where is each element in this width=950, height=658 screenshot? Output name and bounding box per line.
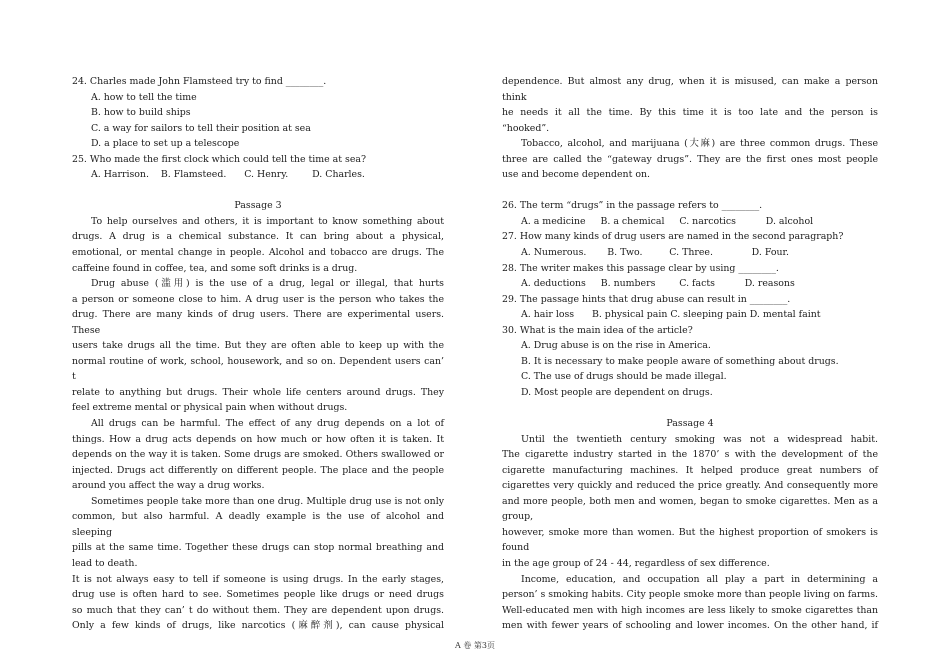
q24-option-d: D. a place to set up a telescope	[91, 138, 240, 150]
p3-line: lead to death.	[72, 557, 138, 569]
p3-line: Sometimes people take more than one drug. Multiple drug use is not only	[91, 495, 444, 507]
p4-line: person’ s smoking habits. City people smoke more than people living on farms.	[502, 589, 878, 601]
p4-line: however, smoke more than women. But the highest proportion of smokers is found	[502, 526, 878, 554]
q27-options: A. Numerous. B. Two. C. Three. D. Four.	[521, 247, 789, 259]
p3-cont-line: he needs it all the time. By this time it is too late and the person is	[502, 107, 878, 119]
question-30: 30. What is the main idea of the article?	[502, 324, 693, 336]
p3-line: All drugs can be harmful. The effect of any drug depends on a lot of	[91, 418, 444, 430]
p3-line: emotional, or mental change in people. Alcohol and tobacco are drugs. The	[72, 247, 444, 259]
q28-options: A. deductions B. numbers C. facts D. reasons	[521, 278, 795, 290]
passage-4-title: Passage 4	[666, 418, 714, 430]
q30-option-a: A. Drug abuse is on the rise in America.	[521, 340, 711, 352]
p3-line: drug use is often hard to see. Sometimes people like drugs or need drugs	[72, 589, 444, 601]
p3-cont-line: three are called the “gateway drugs”. They are the first ones most people	[502, 153, 878, 165]
p4-line: Well-educated men with high incomes are less likely to smoke cigarettes than	[502, 604, 878, 616]
p4-line: Until the twentieth century smoking was not a widespread habit.	[521, 433, 878, 445]
p3-line: common, but also harmful. A deadly example is the use of alcohol and sleeping	[72, 511, 444, 538]
question-27: 27. How many kinds of drug users are named in the second paragraph?	[502, 231, 844, 243]
p3-line: users take drugs all the time. But they are often able to keep up with the	[72, 340, 444, 352]
p3-line: things. How a drug acts depends on how much or how often it is taken. It	[72, 433, 444, 445]
p3-line: injected. Drugs act differently on different people. The place and the people	[72, 464, 444, 476]
p3-line: drugs. A drug is a chemical substance. It can bring about a physical,	[72, 231, 444, 243]
p4-line: The cigarette industry started in the 1870’ s with the development of the	[502, 449, 878, 461]
q25-options: A. Harrison. B. Flamsteed. C. Henry. D. Charles.	[91, 169, 365, 181]
p3-line: a person or someone close to him. A drug user is the person who takes the	[72, 293, 444, 305]
p3-line: drug. There are many kinds of drug users. There are experimental users. These	[72, 309, 444, 336]
p4-line: cigarettes very quickly and reduced the price greatly. And consequently more	[502, 480, 878, 492]
q30-option-b: B. It is necessary to make people aware of something about drugs.	[521, 355, 839, 367]
p4-line: and more people, both men and women, began to smoke cigarettes. Men as a group,	[502, 495, 878, 523]
p4-line: cigarette manufacturing machines. It helped produce great numbers of	[502, 464, 878, 476]
p3-cont-line: Tobacco, alcohol, and marijuana (大麻) are three common drugs. These	[521, 138, 878, 150]
question-25: 25. Who made the first clock which could tell the time at sea?	[72, 153, 366, 165]
p3-line: normal routine of work, school, housework, and so on. Dependent users can’ t	[72, 355, 444, 383]
p3-line: feel extreme mental or physical pain when without drugs.	[72, 402, 348, 414]
p4-line: men with fewer years of schooling and lower incomes. On the other hand, if	[502, 620, 878, 632]
p3-line: pills at the same time. Together these drugs can stop normal breathing and	[72, 542, 444, 554]
question-26: 26. The term “drugs” in the passage refers to ________.	[502, 200, 763, 212]
q26-options: A. a medicine B. a chemical C. narcotics D. alcohol	[521, 215, 814, 227]
q29-options: A. hair loss B. physical pain C. sleeping pain D. mental faint	[521, 309, 821, 321]
p3-cont-line: dependence. But almost any drug, when it is misused, can make a person think	[502, 76, 878, 103]
page-footer: A 卷 第3页	[455, 641, 495, 650]
p3-line: Drug abuse (滥用) is the use of a drug, legal or illegal, that hurts	[91, 278, 444, 290]
right-column	[502, 74, 878, 634]
question-24: 24. Charles made John Flamsteed try to find ________.	[72, 76, 327, 87]
p3-line: Only a few kinds of drugs, like narcotics (麻醉剂), can cause physical	[72, 620, 444, 632]
p3-line: so much that they can’ t do without them. They are dependent upon drugs.	[72, 604, 444, 616]
p3-cont-line: “hooked”.	[502, 122, 550, 134]
p4-line: in the age group of 24 - 44, regardless of sex difference.	[502, 557, 770, 569]
left-column	[72, 74, 444, 634]
q24-option-b: B. how to build ships	[91, 107, 191, 119]
p4-line: Income, education, and occupation all play a part in determining a	[521, 573, 878, 585]
q30-option-d: D. Most people are dependent on drugs.	[521, 386, 713, 398]
question-29: 29. The passage hints that drug abuse can result in ________.	[502, 293, 791, 305]
q24-option-a: A. how to tell the time	[91, 91, 197, 103]
p3-line: To help ourselves and others, it is important to know something about	[91, 215, 444, 227]
p3-line: relate to anything but drugs. Their whole life centers around drugs. They	[72, 386, 444, 398]
p3-line: depends on the way it is taken. Some drugs are smoked. Others swallowed or	[72, 449, 444, 461]
p3-line: around you affect the way a drug works.	[72, 480, 265, 492]
question-28: 28. The writer makes this passage clear by using ________.	[502, 262, 779, 274]
p3-cont-line: use and become dependent on.	[502, 169, 650, 181]
q30-option-c: C. The use of drugs should be made illegal.	[521, 371, 727, 383]
p3-line: It is not always easy to tell if someone is using drugs. In the early stages,	[72, 573, 444, 585]
passage-3-title: Passage 3	[234, 200, 282, 212]
q24-option-c: C. a way for sailors to tell their position at sea	[91, 122, 311, 134]
p3-line: caffeine found in coffee, tea, and some soft drinks is a drug.	[72, 262, 358, 274]
